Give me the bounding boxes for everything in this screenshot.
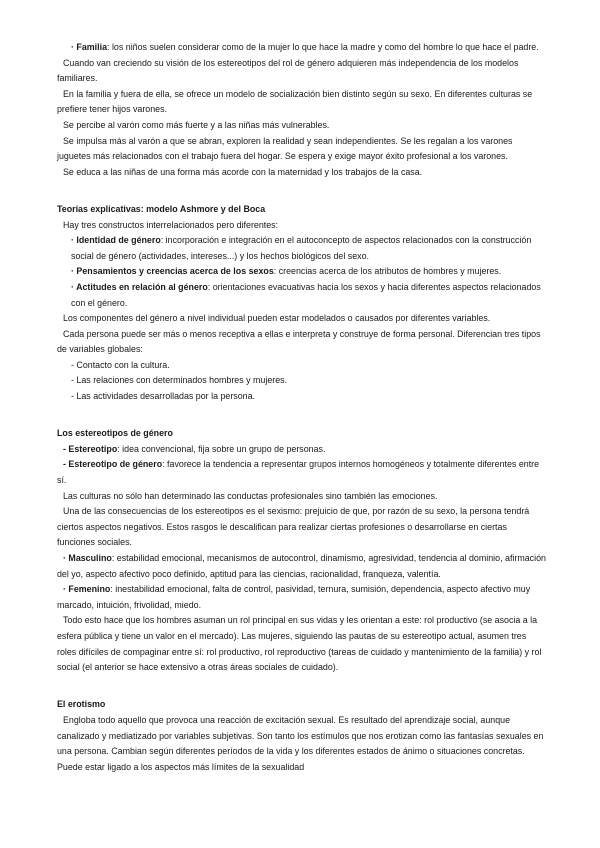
construct-label: · Pensamientos y creencias acerca de los sexos (71, 266, 274, 277)
paragraph: Cada persona puede ser más o menos receptiva a ellas e interpreta y construye de forma personal. Diferencian tres tipos de variables globales: (57, 328, 541, 355)
construct-item (57, 233, 547, 264)
trait-item (57, 582, 547, 613)
section-heading-teorias: Teorías explicativas: modelo Ashmore y del Boca (57, 203, 266, 214)
paragraph: Las culturas no sólo han determinado las conductas profesionales sino también las emociones. (63, 490, 438, 501)
paragraph: En la familia y fuera de ella, se ofrece un modelo de socialización bien distinto según su sexo. En diferentes culturas se prefiere tener hijos varones. (57, 88, 533, 115)
paragraph: Se educa a las niñas de una forma más acorde con la maternidad y los trabajos de la casa. (63, 166, 423, 177)
definition-label: - Estereotipo de género (63, 459, 163, 470)
definition-text: : favorece la tendencia a representar grupos internos homogéneos y totalmente diferentes entre sí. (57, 459, 540, 486)
paragraph: Engloba todo aquello que provoca una reacción de excitación sexual. Es resultado del aprendizaje social, aunque canalizado y mediatizado por variables subjetivas. Son tanto los estímulos que nos erotizan como las fantasías sexuales en una persona. Cambian según diferentes períodos de la vida y los diferentes estados de ánimo o situaciones concretas. Puede estar ligado a los aspectos más límites de la sexualidad (57, 714, 544, 772)
trait-label: · Femenino (63, 584, 111, 595)
familia-text: : los niños suelen considerar como de la mujer lo que hace la madre y como del hombre lo que hace el padre. (107, 42, 539, 52)
section-heading-erotismo: El erotismo (57, 699, 106, 710)
construct-item (57, 264, 547, 280)
definition-text: : idea convencional, fija sobre un grupo de personas. (117, 443, 326, 454)
paragraph: Hay tres constructos interrelacionados pero diferentes: (63, 219, 279, 230)
document-page (57, 40, 547, 775)
variable-item: - Contacto con la cultura. (71, 359, 170, 370)
trait-label: · Masculino (63, 553, 112, 563)
definition-item (57, 457, 547, 488)
construct-label: · Identidad de género (71, 235, 161, 246)
paragraph: Una de las consecuencias de los estereotipos es el sexismo: prejuicio de que, por razón de su sexo, la persona tendrá ciertos aspectos negativos. Estos rasgos le descalifican para realizar ciertas profesiones o desarrollarse en ciertas funciones sociales. (57, 506, 530, 548)
section-heading-estereotipos: Los estereotipos de género (57, 428, 173, 439)
trait-text: : inestabilidad emocional, falta de control, pasividad, ternura, sumisión, dependencia, aspecto afectivo muy marcado, intuición, frivolidad, miedo. (57, 584, 531, 610)
variable-item: - Las actividades desarrolladas por la persona. (71, 391, 256, 402)
construct-item (57, 280, 547, 311)
definition-label: - Estereotipo (63, 443, 118, 454)
definition-item (57, 442, 547, 458)
paragraph: Todo esto hace que los hombres asuman un rol principal en sus vidas y les orientan a este: rol productivo (se asocia a la esfera pública y tiene un valor en el mercado). Las mujeres, siguiendo las pautas de su estereotipo actual, asumen tres roles difíciles de compaginar entre sí: rol productivo, rol reproductivo (tareas de cuidado y mantenimiento de la familia) y rol social (el anterior se hace extensivo a otras áreas sociales de cuidado). (57, 615, 542, 673)
familia-paragraph (57, 40, 547, 56)
trait-item (57, 551, 547, 582)
construct-text: : orientaciones evacuativas hacia los sexos y hacia diferentes aspectos relacionados con el género. (71, 281, 541, 308)
construct-text: : creencias acerca de los atributos de hombres y mujeres. (273, 266, 502, 277)
paragraph: Se impulsa más al varón a que se abran, exploren la realidad y sean independientes. Se les regalan a los varones juguetes más relacionados con el trabajo fuera del hogar. Se espera y exige mayor éxito profesional a los varones. (57, 135, 513, 162)
variable-item: - Las relaciones con determinados hombres y mujeres. (71, 375, 288, 386)
paragraph: Cuando van creciendo su visión de los estereotipos del rol de género adquieren más independencia de los modelos familiares. (57, 57, 519, 84)
paragraph: Los componentes del género a nivel individual pueden estar modelados o causados por diferentes variables. (63, 313, 491, 324)
construct-label: · Actitudes en relación al género (71, 281, 208, 292)
trait-text: : estabilidad emocional, mecanismos de autocontrol, dinamismo, agresividad, tendencia al dominio, afirmación del yo, aspecto afectivo poco definido, aptitud para las ciencias, racionalidad, franqueza, valentía. (57, 553, 546, 579)
familia-label: · Familia (71, 42, 108, 52)
construct-text: : incorporación e integración en el autoconcepto de aspectos relacionados con la construcción social de género (actividades, intereses...) y los hechos biológicos del sexo. (71, 235, 532, 261)
paragraph: Se percibe al varón como más fuerte y a las niñas más vulnerables. (63, 119, 330, 130)
